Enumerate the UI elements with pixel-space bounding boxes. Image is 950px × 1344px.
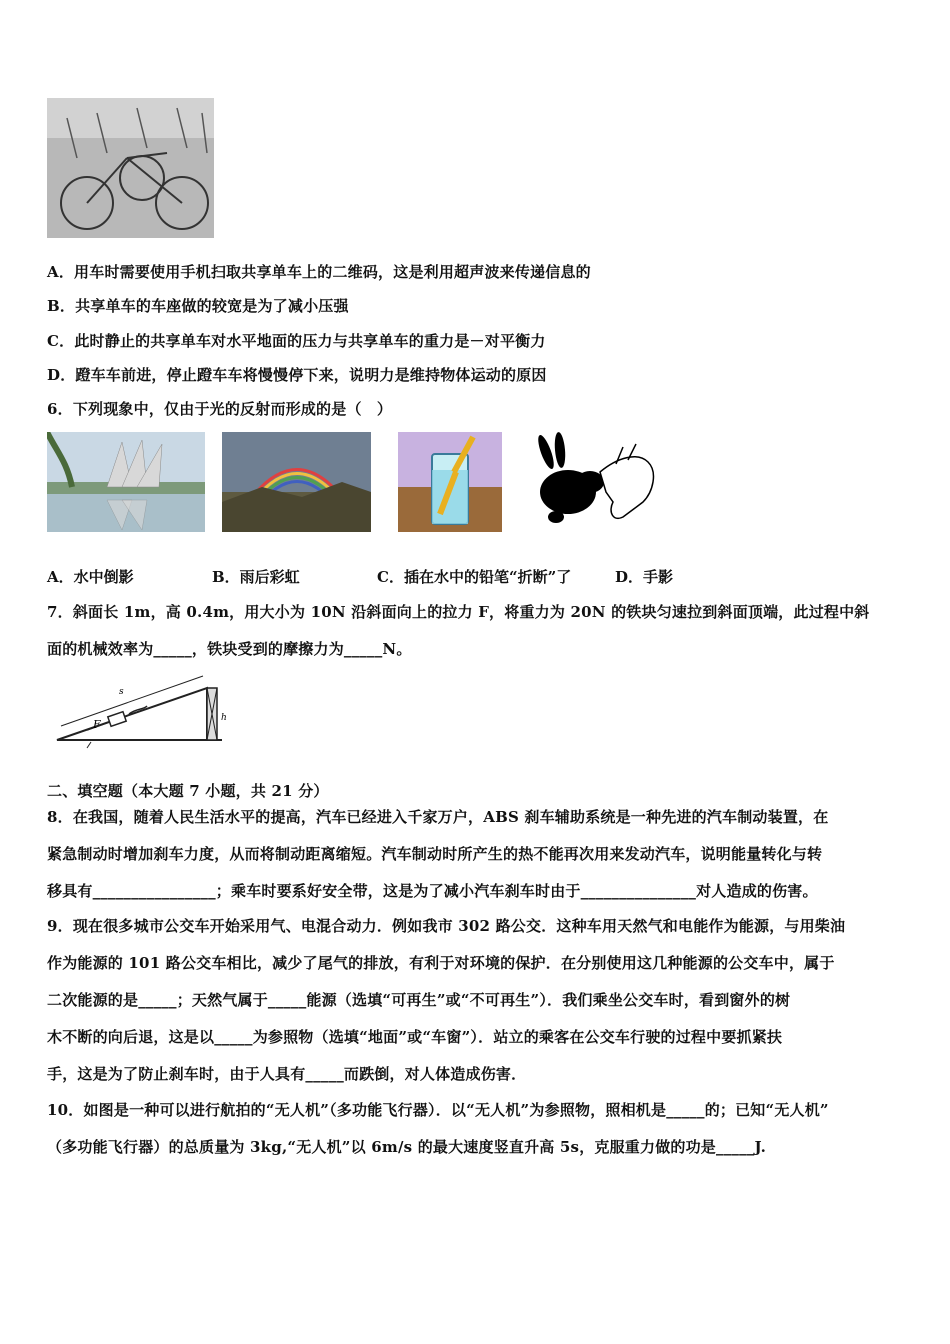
q6-stem: 6．下列现象中，仅由于光的反射而形成的是（ ） <box>47 400 393 418</box>
water-reflection-photo <box>47 432 205 532</box>
rainbow-photo <box>222 432 371 532</box>
q5-option-a: A．用车时需要使用手机扫取共享单车上的二维码，这是利用超声波来传递信息的 <box>47 263 591 281</box>
incline-label-h: h <box>221 713 227 723</box>
q9-line-3: 二次能源的是_____；天然气属于_____能源（选填“可再生”或“不可再生”）．我们乘坐公交车时，看到窗外的树 <box>47 991 791 1009</box>
q9-line-4: 木不断的向后退，这是以_____为参照物（选填“地面”或“车窗”）．站立的乘客在公交车行驶的过程中要抓紧扶 <box>47 1028 783 1046</box>
q9-line-2: 作为能源的 101 路公交车相比，减少了尾气的排放，有利于对环境的保护．在分别使用这几种能源的公交车中，属于 <box>47 954 835 972</box>
shared-bicycle-photo <box>47 98 214 238</box>
q8-line-2: 紧急制动时增加刹车力度，从而将制动距离缩短。汽车制动时所产生的热不能再次用来发动汽车，说明能量转化与转 <box>47 845 823 863</box>
q5-option-c: C．此时静止的共享单车对水平地面的压力与共享单车的重力是－对平衡力 <box>47 332 546 350</box>
q5-option-b: B．共享单车的车座做的较宽是为了减小压强 <box>47 297 349 315</box>
hand-shadow-rabbit <box>528 432 664 532</box>
q7-line-1: 7．斜面长 1m，高 0.4m，用大小为 10N 沿斜面向上的拉力 F，将重力为 20N 的铁块匀速拉到斜面顶端，此过程中斜 <box>47 603 870 621</box>
q9-line-1: 9．现在很多城市公交车开始采用气、电混合动力．例如我市 302 路公交．这种车用天然气和电能作为能源，与用柴油 <box>47 917 846 935</box>
incline-diagram <box>47 670 237 750</box>
q6-option-b: B．雨后彩虹 <box>212 568 300 586</box>
q8-line-1: 8．在我国，随着人民生活水平的提高，汽车已经进入千家万户，ABS 刹车辅助系统是一种先进的汽车制动装置，在 <box>47 808 829 826</box>
q10-line-1: 10．如图是一种可以进行航拍的“无人机”（多功能飞行器）．以“无人机”为参照物，照相机是_____的；已知“无人机” <box>47 1101 829 1119</box>
section-2-heading: 二、填空题（本大题 7 小题，共 21 分） <box>47 782 329 800</box>
incline-label-s: s <box>119 687 124 697</box>
q9-line-5: 手，这是为了防止刹车时，由于人具有_____而跌倒，对人体造成伤害． <box>47 1065 527 1083</box>
q6-option-a: A．水中倒影 <box>47 568 134 586</box>
q5-option-d: D．蹬车车前进，停止蹬车车将慢慢停下来，说明力是维持物体运动的原因 <box>47 366 547 384</box>
q6-option-d: D．手影 <box>615 568 674 586</box>
q6-option-c: C．插在水中的铅笔“折断”了 <box>377 568 572 586</box>
incline-label-f: F <box>93 718 101 731</box>
q8-line-3: 移具有________________；乘车时要系好安全带，这是为了减小汽车刹车时由于_______________对人造成的伤害。 <box>47 882 818 900</box>
q10-line-2: （多功能飞行器）的总质量为 3kg,“无人机”以 6m/s 的最大速度竖直升高 5s，克服重力做的功是_____J. <box>47 1138 767 1156</box>
pencil-in-water-illustration <box>398 432 502 532</box>
q7-line-2: 面的机械效率为_____，铁块受到的摩擦力为_____N。 <box>47 640 412 658</box>
